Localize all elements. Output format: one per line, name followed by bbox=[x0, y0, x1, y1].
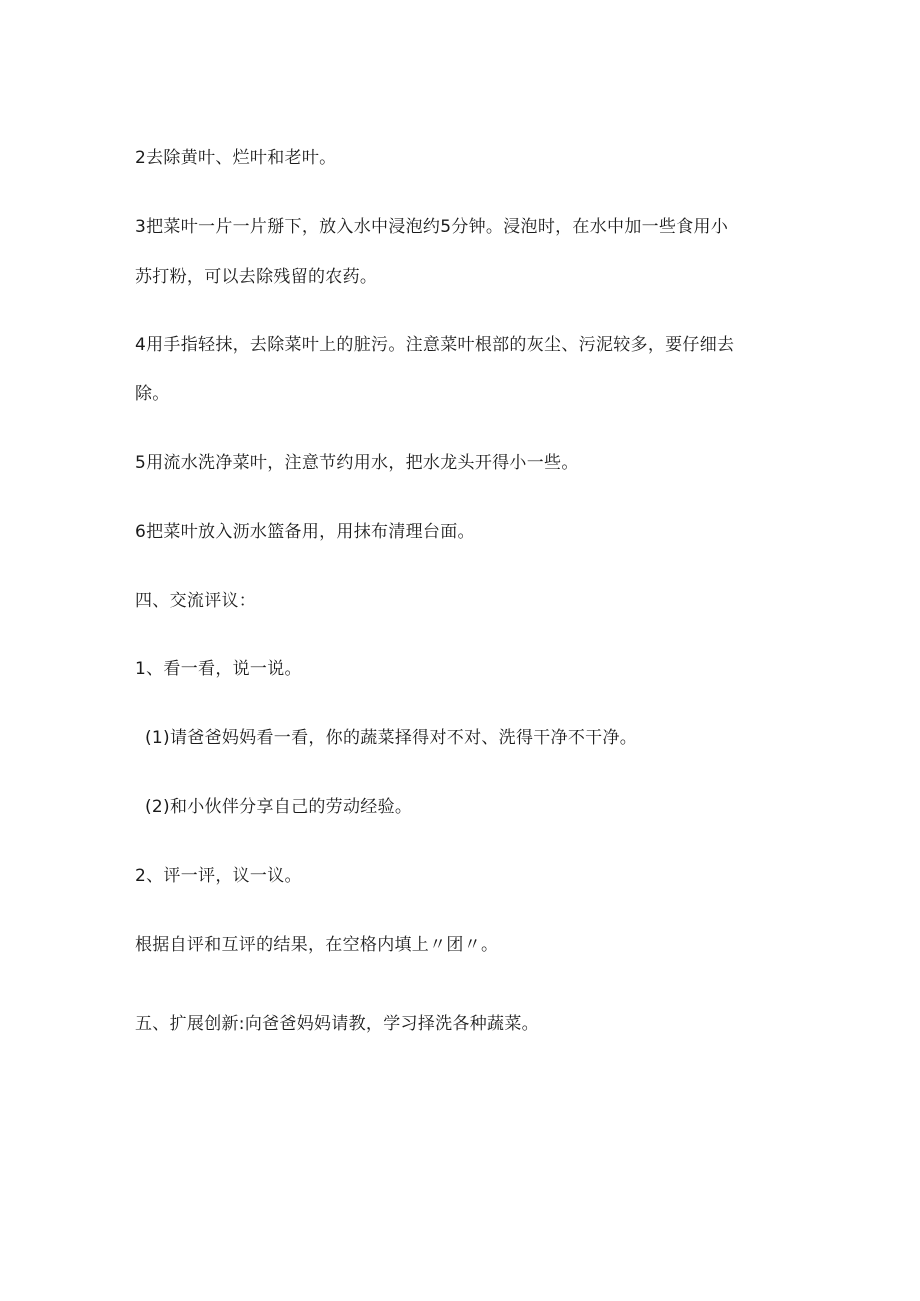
item-1-text: 1、看一看，说一说。 bbox=[135, 659, 302, 679]
item-2-text: 2、评一评，议一议。 bbox=[135, 866, 302, 886]
step-2-text: 2去除黄叶、烂叶和老叶。 bbox=[135, 148, 337, 168]
sub-item-2-text: (2)和小伙伴分享自己的劳动经验。 bbox=[145, 797, 413, 817]
step-3-text-line-2: 苏打粉，可以去除残留的农药。 bbox=[135, 267, 378, 287]
step-4-text-line-2: 除。 bbox=[135, 384, 170, 404]
step-5-text: 5用流水洗净菜叶，注意节约用水，把水龙头开得小一些。 bbox=[135, 453, 579, 473]
sub-item-1-text: (1)请爸爸妈妈看一看，你的蔬菜择得对不对、洗得干净不干净。 bbox=[145, 728, 638, 748]
step-3-text-line-1: 3把菜叶一片一片掰下，放入水中浸泡约5分钟。浸泡时，在水中加一些食用小 bbox=[135, 217, 729, 237]
section-5-text: 五、扩展创新:向爸爸妈妈请教，学习择洗各种蔬菜。 bbox=[135, 1014, 539, 1034]
step-4-text-line-1: 4用手指轻抹，去除菜叶上的脏污。注意菜叶根部的灰尘、污泥较多，要仔细去 bbox=[135, 335, 735, 355]
section-4-heading: 四、交流评议： bbox=[135, 591, 257, 611]
step-6-text: 6把菜叶放入沥水篮备用，用抹布清理台面。 bbox=[135, 522, 475, 542]
evaluation-note: 根据自评和互评的结果，在空格内填上〃团〃。 bbox=[135, 935, 499, 955]
